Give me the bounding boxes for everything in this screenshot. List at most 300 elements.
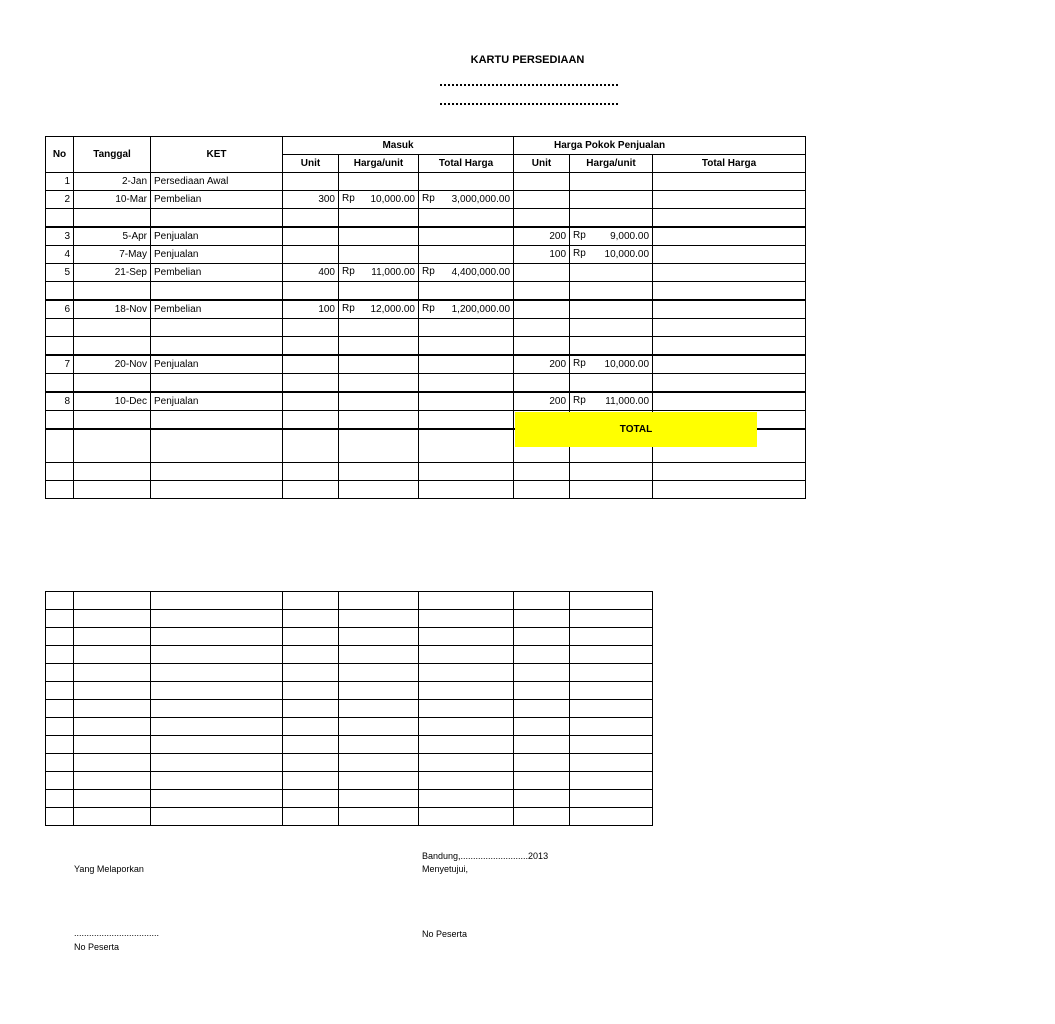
empty-cell <box>514 772 570 790</box>
empty-cell <box>570 718 653 736</box>
empty-cell <box>514 209 570 228</box>
empty-cell <box>514 463 570 481</box>
header-ket: KET <box>151 137 283 173</box>
empty-cell <box>74 754 151 772</box>
empty-cell <box>283 736 339 754</box>
empty-cell <box>151 646 283 664</box>
empty-cell <box>514 319 570 337</box>
empty-cell <box>46 282 74 301</box>
empty-cell <box>151 682 283 700</box>
blank-row <box>46 592 653 610</box>
cell-in-total <box>419 246 514 264</box>
empty-cell <box>570 772 653 790</box>
empty-cell <box>339 463 419 481</box>
empty-cell <box>46 411 74 430</box>
empty-cell <box>283 429 339 463</box>
empty-cell <box>514 610 570 628</box>
empty-cell <box>419 319 514 337</box>
page-title: KARTU PERSEDIAAN <box>470 54 585 66</box>
empty-cell <box>74 610 151 628</box>
cell-out-unit <box>514 173 570 191</box>
empty-cell <box>151 718 283 736</box>
blank-row <box>46 754 653 772</box>
cell-in-price <box>339 227 419 246</box>
empty-cell <box>570 808 653 826</box>
cell-no: 7 <box>46 355 74 374</box>
place-date: Bandung,...........................2013 <box>422 851 549 861</box>
blank-row <box>46 610 653 628</box>
cell-in-unit <box>283 173 339 191</box>
empty-cell <box>419 682 514 700</box>
cell-ket: Penjualan <box>151 227 283 246</box>
total-label: TOTAL <box>619 424 653 435</box>
empty-cell <box>74 592 151 610</box>
empty-cell <box>46 718 74 736</box>
table-row <box>46 173 806 191</box>
empty-cell <box>419 736 514 754</box>
cell-in-total <box>419 191 514 209</box>
empty-cell <box>419 481 514 499</box>
empty-cell <box>151 411 283 430</box>
cell-out-unit <box>514 264 570 282</box>
cell-out-unit: 200 <box>514 227 570 246</box>
empty-cell <box>74 374 151 393</box>
empty-cell <box>339 808 419 826</box>
cell-in-price-value: 12,000.00 <box>370 304 415 315</box>
cell-out-price-value: 10,000.00 <box>604 249 650 260</box>
empty-cell <box>283 610 339 628</box>
empty-cell <box>339 646 419 664</box>
cell-no: 8 <box>46 392 74 411</box>
table-row <box>46 246 806 264</box>
cell-in-total <box>419 173 514 191</box>
cell-in-total-value: 3,000,000.00 <box>451 194 511 205</box>
empty-cell <box>151 790 283 808</box>
empty-cell <box>46 808 74 826</box>
empty-cell <box>653 209 806 228</box>
empty-cell <box>74 282 151 301</box>
empty-cell <box>339 754 419 772</box>
cell-out-total <box>653 392 806 411</box>
empty-cell <box>151 808 283 826</box>
empty-cell <box>283 374 339 393</box>
empty-cell <box>74 808 151 826</box>
empty-cell <box>570 646 653 664</box>
empty-cell <box>419 808 514 826</box>
empty-cell <box>283 411 339 430</box>
cell-in-total <box>419 264 514 282</box>
empty-cell <box>283 772 339 790</box>
empty-cell <box>339 209 419 228</box>
cell-tanggal: 10-Mar <box>74 191 151 209</box>
header-tanggal: Tanggal <box>74 137 151 173</box>
cell-in-price <box>339 300 419 319</box>
reporter-title: Yang Melaporkan <box>74 864 144 874</box>
empty-cell <box>46 209 74 228</box>
cell-tanggal: 21-Sep <box>74 264 151 282</box>
empty-cell <box>283 754 339 772</box>
empty-cell <box>339 718 419 736</box>
empty-cell <box>283 664 339 682</box>
cell-tanggal: 10-Dec <box>74 392 151 411</box>
cell-out-unit <box>514 191 570 209</box>
table-row <box>46 264 806 282</box>
empty-cell <box>283 682 339 700</box>
cell-out-price-value: 11,000.00 <box>605 396 650 407</box>
empty-cell <box>339 790 419 808</box>
empty-cell <box>570 790 653 808</box>
cell-in-total <box>419 392 514 411</box>
empty-cell <box>653 463 806 481</box>
empty-cell <box>74 319 151 337</box>
cell-out-price <box>570 392 653 411</box>
cell-in-unit: 100 <box>283 300 339 319</box>
empty-cell <box>419 429 514 463</box>
header-in-unit: Unit <box>283 155 339 173</box>
cell-out-total <box>653 227 806 246</box>
empty-cell <box>339 481 419 499</box>
empty-cell <box>419 209 514 228</box>
empty-cell <box>514 592 570 610</box>
cell-in-price <box>339 355 419 374</box>
empty-cell <box>283 646 339 664</box>
empty-cell <box>283 790 339 808</box>
table-row <box>46 300 806 319</box>
cell-in-unit <box>283 355 339 374</box>
reporter-id-label: No Peserta <box>74 942 120 952</box>
blank-row <box>46 628 653 646</box>
empty-cell <box>74 463 151 481</box>
empty-cell <box>151 754 283 772</box>
empty-cell <box>419 463 514 481</box>
cell-in-unit <box>283 227 339 246</box>
blank-row <box>46 646 653 664</box>
empty-cell <box>514 700 570 718</box>
cell-tanggal: 18-Nov <box>74 300 151 319</box>
empty-cell <box>339 736 419 754</box>
empty-cell <box>74 337 151 356</box>
empty-cell <box>46 337 74 356</box>
empty-cell <box>419 282 514 301</box>
empty-cell <box>514 754 570 772</box>
cell-ket: Pembelian <box>151 300 283 319</box>
header-hpp: Harga Pokok Penjualan <box>514 137 806 155</box>
table-row <box>46 392 806 411</box>
empty-cell <box>151 374 283 393</box>
empty-cell <box>46 374 74 393</box>
cell-out-total <box>653 264 806 282</box>
currency-label: Rp <box>342 193 355 204</box>
cell-out-total <box>653 173 806 191</box>
cell-in-unit: 300 <box>283 191 339 209</box>
cell-out-total <box>653 300 806 319</box>
empty-cell <box>74 682 151 700</box>
empty-cell <box>653 282 806 301</box>
table-row <box>46 227 806 246</box>
empty-cell <box>514 664 570 682</box>
cell-in-unit <box>283 392 339 411</box>
empty-cell <box>570 664 653 682</box>
empty-cell <box>46 790 74 808</box>
cell-in-price <box>339 191 419 209</box>
empty-cell <box>570 682 653 700</box>
empty-cell <box>283 808 339 826</box>
cell-out-total <box>653 246 806 264</box>
cell-in-price <box>339 246 419 264</box>
cell-out-total <box>653 355 806 374</box>
empty-cell <box>419 664 514 682</box>
empty-cell <box>653 481 806 499</box>
cell-tanggal: 7-May <box>74 246 151 264</box>
cell-no: 6 <box>46 300 74 319</box>
empty-cell <box>419 592 514 610</box>
header-in-price: Harga/unit <box>339 155 419 173</box>
empty-cell <box>74 790 151 808</box>
spacer-row <box>46 319 806 337</box>
blank-row <box>46 700 653 718</box>
empty-cell <box>151 772 283 790</box>
empty-cell <box>46 754 74 772</box>
cell-out-price-value: 10,000.00 <box>604 359 650 370</box>
empty-cell <box>74 628 151 646</box>
empty-cell <box>570 700 653 718</box>
spacer-row <box>46 282 806 301</box>
currency-label: Rp <box>573 248 586 259</box>
cell-ket: Penjualan <box>151 392 283 411</box>
empty-cell <box>74 429 151 463</box>
empty-cell <box>419 790 514 808</box>
cell-in-price <box>339 392 419 411</box>
cell-out-price <box>570 173 653 191</box>
empty-cell <box>419 646 514 664</box>
empty-cell <box>151 700 283 718</box>
cell-no: 4 <box>46 246 74 264</box>
empty-cell <box>74 646 151 664</box>
cell-tanggal: 20-Nov <box>74 355 151 374</box>
empty-cell <box>151 209 283 228</box>
empty-cell <box>514 718 570 736</box>
empty-cell <box>283 463 339 481</box>
empty-cell <box>653 337 806 356</box>
blank-row <box>46 772 653 790</box>
empty-cell <box>151 463 283 481</box>
empty-cell <box>514 790 570 808</box>
empty-cell <box>151 429 283 463</box>
empty-cell <box>151 610 283 628</box>
empty-cell <box>283 700 339 718</box>
spacer-row <box>46 463 806 481</box>
empty-cell <box>570 754 653 772</box>
empty-cell <box>151 282 283 301</box>
empty-cell <box>74 411 151 430</box>
blank-row <box>46 808 653 826</box>
empty-cell <box>339 700 419 718</box>
empty-cell <box>514 682 570 700</box>
blank-row <box>46 790 653 808</box>
empty-cell <box>46 646 74 664</box>
empty-cell <box>570 592 653 610</box>
header-out-total: Total Harga <box>653 155 806 173</box>
blank-row <box>46 682 653 700</box>
empty-cell <box>339 682 419 700</box>
spacer-row <box>46 481 806 499</box>
empty-cell <box>151 319 283 337</box>
empty-cell <box>283 209 339 228</box>
cell-ket: Pembelian <box>151 191 283 209</box>
currency-label: Rp <box>573 358 586 369</box>
empty-cell <box>419 628 514 646</box>
empty-cell <box>339 772 419 790</box>
empty-cell <box>514 628 570 646</box>
empty-cell <box>283 481 339 499</box>
empty-cell <box>46 682 74 700</box>
currency-label: Rp <box>422 303 435 314</box>
cell-in-unit: 400 <box>283 264 339 282</box>
spacer-row <box>46 337 806 356</box>
cell-in-total-value: 1,200,000.00 <box>451 304 511 315</box>
blank-row <box>46 664 653 682</box>
empty-cell <box>151 592 283 610</box>
empty-cell <box>419 718 514 736</box>
cell-out-unit: 200 <box>514 355 570 374</box>
cell-tanggal: 5-Apr <box>74 227 151 246</box>
cell-ket: Pembelian <box>151 264 283 282</box>
empty-cell <box>74 772 151 790</box>
currency-label: Rp <box>342 266 355 277</box>
cell-in-total-value: 4,400,000.00 <box>451 267 511 278</box>
empty-cell <box>283 628 339 646</box>
empty-cell <box>46 772 74 790</box>
cell-out-price <box>570 227 653 246</box>
empty-cell <box>339 282 419 301</box>
empty-cell <box>570 337 653 356</box>
cell-out-unit: 200 <box>514 392 570 411</box>
empty-cell <box>151 628 283 646</box>
empty-cell <box>339 337 419 356</box>
cell-in-total <box>419 300 514 319</box>
empty-cell <box>419 411 514 430</box>
empty-cell <box>74 700 151 718</box>
empty-cell <box>283 337 339 356</box>
cell-out-price <box>570 300 653 319</box>
empty-cell <box>151 481 283 499</box>
empty-cell <box>570 481 653 499</box>
cell-out-price-value: 9,000.00 <box>610 231 650 242</box>
cell-in-price <box>339 173 419 191</box>
cell-out-price <box>570 246 653 264</box>
approver-id-label: No Peserta <box>422 929 468 939</box>
cell-ket: Persediaan Awal <box>151 173 283 191</box>
empty-cell <box>570 736 653 754</box>
currency-label: Rp <box>422 266 435 277</box>
header-out-unit: Unit <box>514 155 570 173</box>
empty-cell <box>514 282 570 301</box>
cell-no: 5 <box>46 264 74 282</box>
cell-in-unit <box>283 246 339 264</box>
cell-in-price <box>339 264 419 282</box>
empty-cell <box>46 592 74 610</box>
cell-ket: Penjualan <box>151 246 283 264</box>
cell-ket: Penjualan <box>151 355 283 374</box>
table-row <box>46 191 806 209</box>
empty-cell <box>74 481 151 499</box>
cell-in-price-value: 11,000.00 <box>371 267 415 278</box>
empty-cell <box>514 481 570 499</box>
empty-cell <box>74 736 151 754</box>
empty-cell <box>570 209 653 228</box>
empty-cell <box>339 374 419 393</box>
empty-cell <box>339 319 419 337</box>
cell-in-price-value: 10,000.00 <box>370 194 415 205</box>
cell-out-price <box>570 355 653 374</box>
empty-cell <box>419 772 514 790</box>
cell-in-total <box>419 227 514 246</box>
currency-label: Rp <box>422 193 435 204</box>
empty-cell <box>46 700 74 718</box>
empty-cell <box>514 374 570 393</box>
empty-cell <box>283 592 339 610</box>
empty-cell <box>46 463 74 481</box>
header-in-total: Total Harga <box>419 155 514 173</box>
empty-cell <box>419 337 514 356</box>
cell-no: 2 <box>46 191 74 209</box>
empty-cell <box>74 718 151 736</box>
empty-cell <box>570 319 653 337</box>
empty-cell <box>339 429 419 463</box>
empty-cell <box>570 610 653 628</box>
empty-cell <box>570 374 653 393</box>
empty-cell <box>514 337 570 356</box>
header-no: No <box>46 137 74 173</box>
empty-cell <box>570 628 653 646</box>
empty-cell <box>46 610 74 628</box>
blank-table <box>45 591 653 826</box>
empty-cell <box>339 664 419 682</box>
empty-cell <box>339 411 419 430</box>
empty-cell <box>653 319 806 337</box>
cell-out-price <box>570 191 653 209</box>
cell-in-total <box>419 355 514 374</box>
cell-out-price <box>570 264 653 282</box>
empty-cell <box>283 718 339 736</box>
empty-cell <box>570 463 653 481</box>
currency-label: Rp <box>342 303 355 314</box>
empty-cell <box>46 481 74 499</box>
empty-cell <box>339 610 419 628</box>
empty-cell <box>419 700 514 718</box>
currency-label: Rp <box>573 230 586 241</box>
empty-cell <box>46 429 74 463</box>
empty-cell <box>46 319 74 337</box>
blank-row <box>46 736 653 754</box>
empty-cell <box>339 628 419 646</box>
reporter-signature-line: .................................. <box>74 928 160 938</box>
blank-row <box>46 718 653 736</box>
cell-out-unit <box>514 300 570 319</box>
cell-no: 1 <box>46 173 74 191</box>
cell-no: 3 <box>46 227 74 246</box>
empty-cell <box>46 664 74 682</box>
empty-cell <box>419 610 514 628</box>
spacer-row <box>46 209 806 228</box>
empty-cell <box>514 808 570 826</box>
empty-cell <box>419 374 514 393</box>
empty-cell <box>151 337 283 356</box>
header-masuk: Masuk <box>283 137 514 155</box>
empty-cell <box>46 628 74 646</box>
spacer-row <box>46 374 806 393</box>
empty-cell <box>570 282 653 301</box>
